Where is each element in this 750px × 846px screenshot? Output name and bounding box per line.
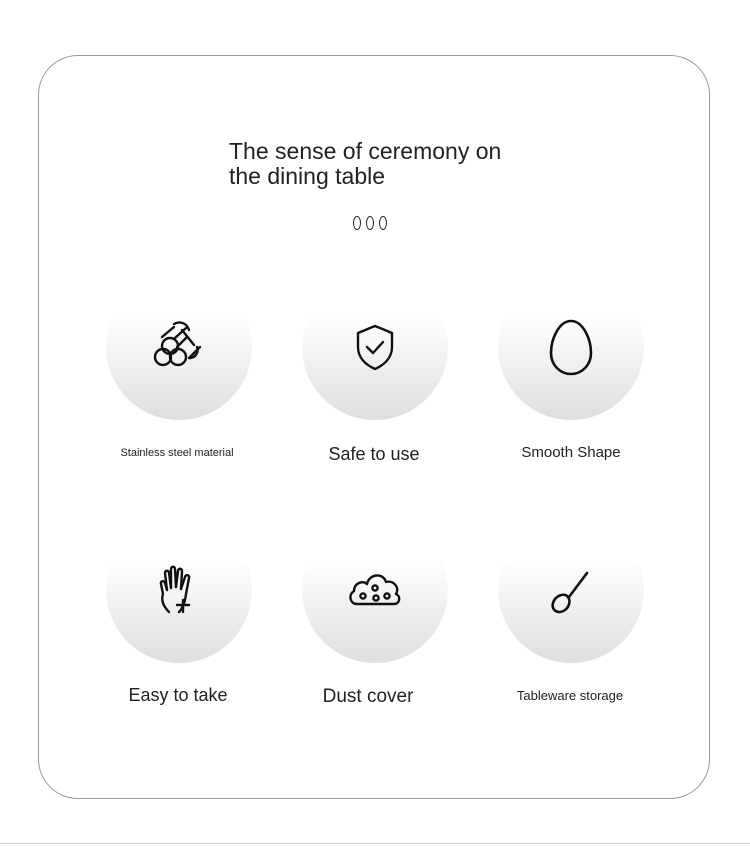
- feature-circle: [302, 517, 448, 663]
- egg-icon: [541, 317, 601, 377]
- dot-icon: [366, 216, 374, 230]
- shield-check-icon: [345, 317, 405, 377]
- feature-label: Tableware storage: [516, 688, 624, 703]
- feature-circle: [498, 517, 644, 663]
- bottom-divider: [0, 843, 750, 844]
- title-line-1: The sense of ceremony on: [229, 138, 502, 164]
- feature-smooth-shape: [498, 274, 644, 420]
- hand-icon: [149, 560, 209, 620]
- spoon-icon: [541, 560, 601, 620]
- dot-icon: [353, 216, 361, 230]
- feature-circle: [498, 274, 644, 420]
- page-title: [229, 139, 501, 189]
- feature-stainless-steel: [106, 274, 252, 420]
- feature-label: Stainless steel material: [120, 447, 234, 459]
- feature-dust-cover: [302, 517, 448, 663]
- steel-pipes-icon: [149, 317, 209, 377]
- feature-label: Easy to take: [128, 685, 228, 705]
- feature-easy-to-take: [106, 517, 252, 663]
- feature-label: Dust cover: [322, 686, 414, 707]
- cloud-dust-icon: [345, 560, 405, 620]
- feature-safe-to-use: [302, 274, 448, 420]
- feature-label: Smooth Shape: [521, 444, 621, 461]
- feature-label: Safe to use: [328, 444, 420, 464]
- feature-tableware-storage: [498, 517, 644, 663]
- decorative-dots: [353, 216, 387, 230]
- feature-circle: [302, 274, 448, 420]
- feature-circle: [106, 274, 252, 420]
- title-line-2: the dining table: [229, 163, 386, 189]
- dot-icon: [379, 216, 387, 230]
- feature-circle: [106, 517, 252, 663]
